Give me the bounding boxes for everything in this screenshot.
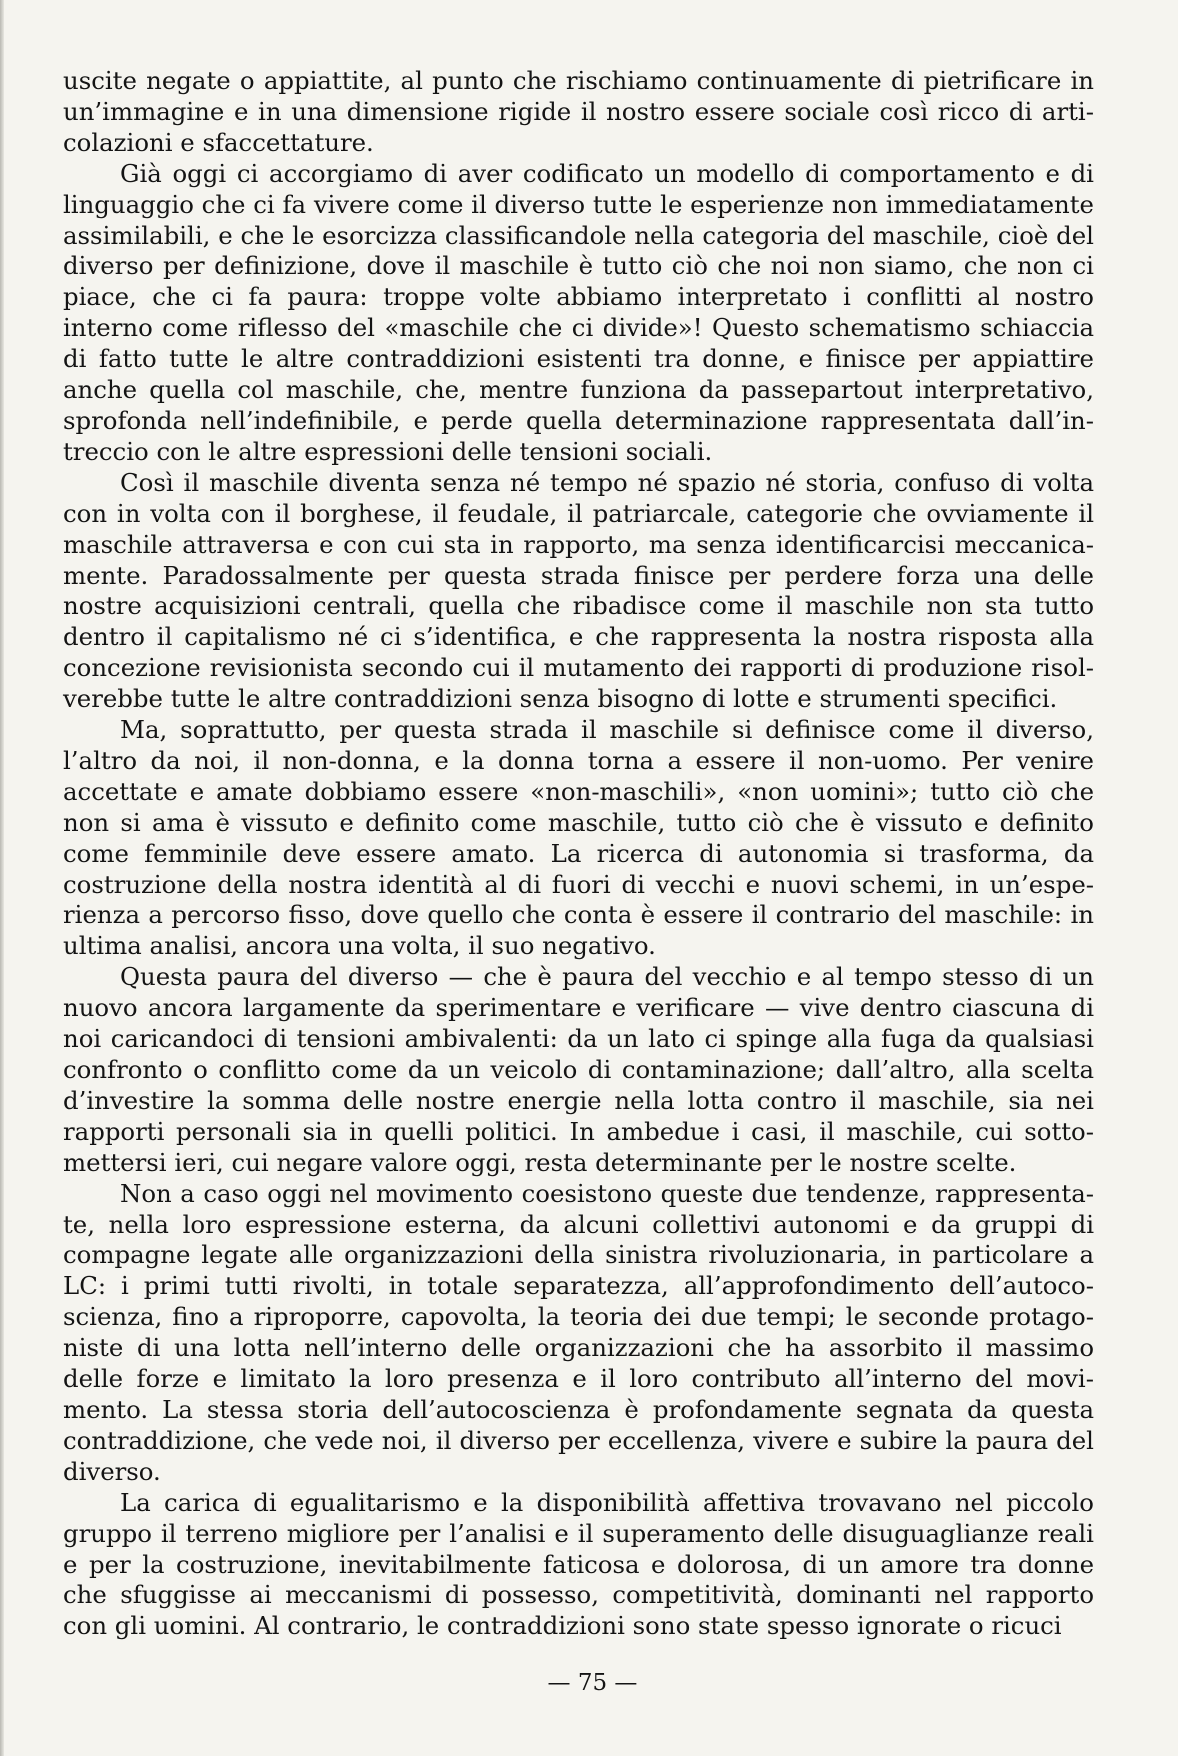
body-text — [63, 66, 1094, 1642]
paragraph: Così il maschile diventa senza né tempo né spazio né storia, confuso di volta con in volta con il borghese, il feudale, il patriarcale, categorie che ovviamente il maschile attraversa e con cui sta in rapporto, ma senza identificarcisi meccanicamente. Paradossalmente per questa strada finisce per perdere forza una delle nostre acquisizioni centrali, quella che ribadisce come il maschile non sta tutto dentro il capitalismo né ci s’identifica, e che rappresenta la nostra risposta alla concezione revisionista secondo cui il mutamento dei rapporti di produzione risolverebbe tutte le altre contraddizioni senza bisogno di lotte e strumenti specifici. — [63, 467, 1094, 714]
paragraph: uscite negate o appiattite, al punto che rischiamo continuamente di pietrificare in un’immagine e in una dimensione rigide il nostro essere sociale così ricco di articolazioni e sfaccettature. — [63, 66, 1094, 157]
paragraph: Non a caso oggi nel movimento coesistono queste due tendenze, rappresentate, nella loro espressione esterna, da alcuni collettivi autonomi e da gruppi di compagne legate alle organizzazioni della sinistra rivoluzionaria, in particolare a LC: i primi tutti rivolti, in totale separatezza, all’approfondimento dell’autocoscienza, fino a riproporre, capovolta, la teoria dei due tempi; le seconde protagoniste di una lotta nell’interno delle organizzazioni che ha assorbito il massimo delle forze e limitato la loro presenza e il loro contributo all’interno del movimento. La stessa storia dell’autocoscienza è profondamente segnata da questa contraddizione, che vede noi, il diverso per eccellenza, vivere e subire la paura del diverso. — [63, 1178, 1094, 1486]
paragraph: Ma, soprattutto, per questa strada il maschile si definisce come il diverso, l’altro da noi, il non-donna, e la donna torna a essere il non-uomo. Per venire accettate e amate dobbiamo essere «non-maschili», «non uomini»; tutto ciò che non si ama è vissuto e definito come maschile, tutto ciò che è vissuto e definito come femminile deve essere amato. La ricerca di autonomia si trasforma, da costruzione della nostra identità al di fuori di vecchi e nuovi schemi, in un’esperienza a percorso fisso, dove quello che conta è essere il contrario del maschile: in ultima analisi, ancora una volta, il suo negativo. — [63, 715, 1094, 961]
page-number: — 75 — — [547, 1670, 638, 1696]
page-edge — [1178, 0, 1185, 1756]
paragraph: Questa paura del diverso — che è paura del vecchio e al tempo stesso di un nuovo ancora largamente da sperimentare e verificare — vive dentro ciascuna di noi caricandoci di tensioni ambivalenti: da un lato ci spinge alla fuga da qualsiasi confronto o conflitto come da un veicolo di contaminazione; dall’altro, alla scelta d’investire la somma delle nostre energie nella lotta contro il maschile, sia nei rapporti personali sia in quelli politici. In ambedue i casi, il maschile, cui sottomettersi ieri, cui negare valore oggi, resta determinante per le nostre scelte. — [63, 962, 1094, 1177]
page-spine-shadow — [0, 0, 4, 1756]
paragraph: Già oggi ci accorgiamo di aver codificato un modello di comportamento e di linguaggio che ci fa vivere come il diverso tutte le esperienze non immediatamente assimilabili, e che le esorcizza classificandole nella categoria del maschile, cioè del diverso per definizione, dove il maschile è tutto ciò che noi non siamo, che non ci piace, che ci fa paura: troppe volte abbiamo interpretato i conflitti al nostro interno come riflesso del «maschile che ci divide»! Questo schematismo schiaccia di fatto tutte le altre contraddizioni esistenti tra donne, e finisce per appiattire anche quella col maschile, che, mentre funziona da passepartout interpretativo, sprofonda nell’indefinibile, e perde quella determinazione rappresentata dall’intreccio con le altre espressioni delle tensioni sociali. — [63, 158, 1094, 466]
paragraph: La carica di egualitarismo e la disponibilità affettiva trovavano nel piccolo gruppo il terreno migliore per l’analisi e il superamento delle disuguaglianze reali e per la costruzione, inevitabilmente faticosa e dolorosa, di un amore tra donne che sfuggisse ai meccanismi di possesso, competitività, dominanti nel rapporto con gli uomini. Al contrario, le contraddizioni sono state spesso ignorate o ricuci — [63, 1487, 1094, 1641]
